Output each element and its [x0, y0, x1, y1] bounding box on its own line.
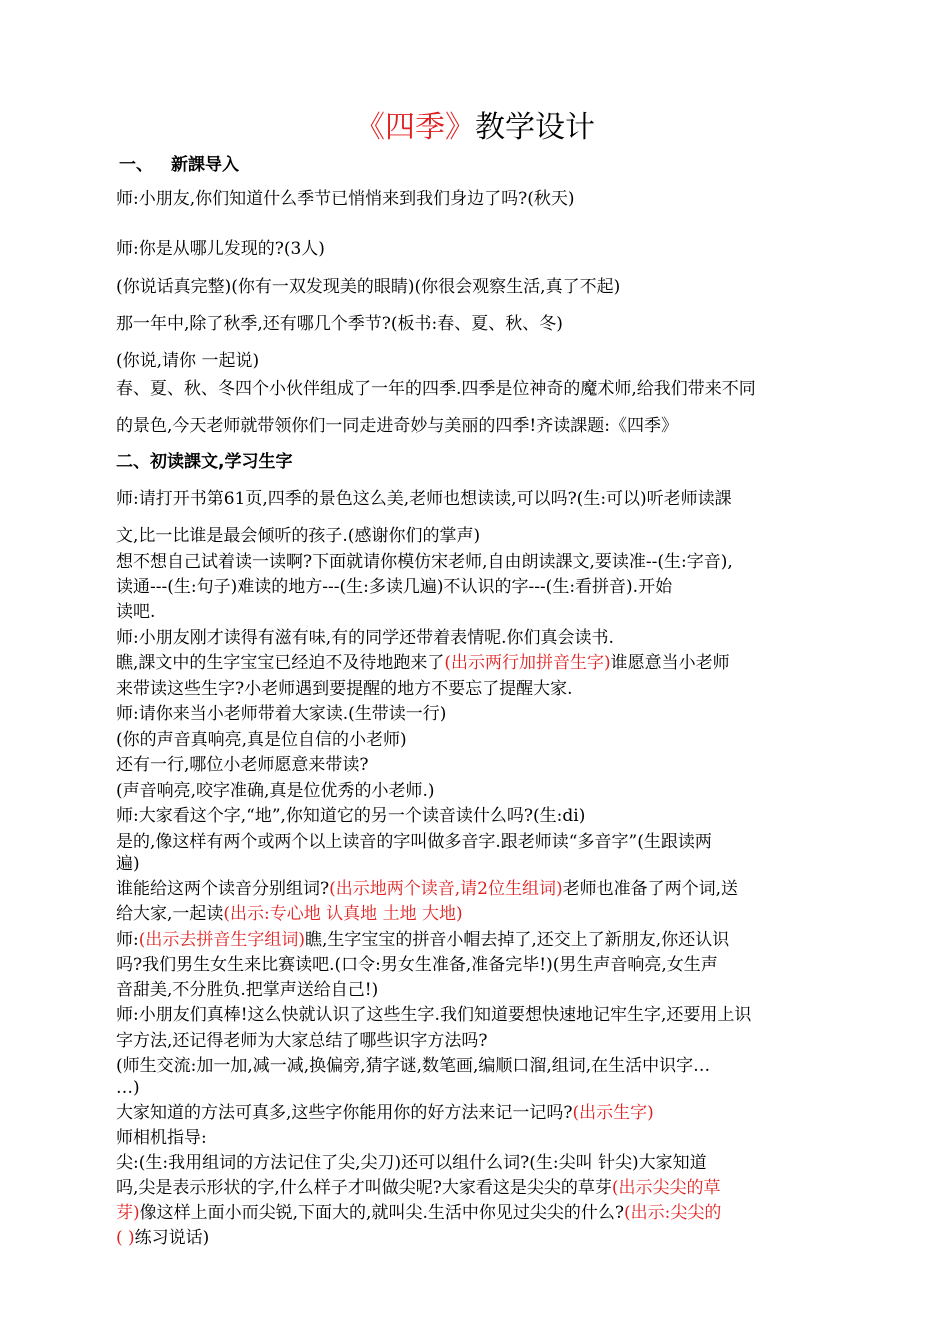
line-text: 练习说话)	[134, 1228, 210, 1248]
text-line	[116, 903, 463, 925]
text-line	[116, 652, 730, 674]
line-text: 师相机指导:	[116, 1128, 207, 1148]
line-text: 师:请你来当小老师带着大家读.(生带读一行)	[116, 704, 447, 724]
document-title	[0, 108, 950, 148]
text-line	[116, 754, 369, 776]
highlight-text: (出示:专心地 认真地 土地 大地)	[223, 904, 463, 924]
highlight-text: (出示去拼音生字组词)	[138, 930, 305, 950]
line-text: 是的,像这样有两个或两个以上读音的字叫做多音字.跟老师读“多音字”(生跟读两	[116, 832, 712, 852]
text-line	[116, 488, 732, 510]
text-line	[116, 350, 259, 372]
text-line	[116, 1152, 707, 1174]
line-text: 那一年中,除了秋季,还有哪几个季节?(板书:春、夏、秋、冬)	[116, 314, 563, 334]
text-line	[116, 313, 563, 335]
highlight-text: (出示地两个读音,请2位生组词)	[329, 879, 563, 899]
text-line	[116, 378, 756, 400]
line-text: 音甜美,不分胜负.把掌声送给自己!)	[116, 980, 379, 1000]
line-text: 字方法,还记得老师为大家总结了哪些识字方法吗?	[116, 1031, 488, 1051]
line-text: 师:小朋友刚才读得有滋有味,有的同学还带着表情呢.你们真会读书.	[116, 628, 614, 648]
highlight-text: (出示尖尖的草	[611, 1178, 721, 1198]
line-text: 遍)	[116, 854, 140, 874]
line-text: 读吧.	[116, 602, 156, 622]
text-line	[116, 1055, 710, 1077]
highlight-text: (出示:尖尖的	[623, 1203, 722, 1223]
line-text: (你说话真完整)(你有一双发现美的眼睛)(你很会观察生活,真了不起)	[116, 277, 621, 297]
text-line	[116, 627, 614, 649]
title-name: 四季	[385, 110, 445, 145]
text-line	[116, 1030, 488, 1052]
text-line	[116, 979, 378, 1001]
text-line	[116, 238, 325, 260]
text-line	[116, 1102, 654, 1124]
line-text: 师:你是从哪儿发现的?(3人)	[116, 239, 325, 259]
title-close-bracket: 》	[445, 110, 475, 145]
text-line	[116, 188, 575, 210]
highlight-text: 芽)	[116, 1203, 140, 1223]
text-line	[116, 276, 620, 298]
line-text: 的景色,今天老师就带领你们一同走进奇妙与美丽的四季!齐读課题:《四季》	[116, 416, 678, 436]
line-text: 还有一行,哪位小老师愿意来带读?	[116, 755, 369, 775]
section-1-heading: 新課导入	[171, 155, 239, 175]
text-line	[116, 729, 407, 751]
line-text: (师生交流:加一加,减一减,换偏旁,猜字谜,数笔画,编顺口溜,组词,在生活中识字…	[116, 1056, 711, 1076]
line-text: 谁愿意当小老师	[610, 653, 730, 673]
line-text: 文,比一比谁是最会倾听的孩子.(感谢你们的掌声)	[116, 526, 481, 546]
text-line	[116, 954, 718, 976]
text-line	[116, 1004, 751, 1026]
highlight-text: (出示生字)	[572, 1103, 654, 1123]
title-rest: 教学设计	[475, 110, 595, 145]
text-line	[116, 551, 733, 573]
line-text: 师:大家看这个字,“地”,你知道它的另一个读音读什么吗?(生:di)	[116, 806, 586, 826]
text-line	[116, 678, 573, 700]
text-line	[116, 805, 585, 827]
text-line	[116, 1077, 140, 1099]
highlight-text: ( )	[116, 1228, 135, 1248]
line-text: (你说,请你 一起说)	[116, 351, 260, 371]
text-line	[116, 601, 155, 623]
text-line	[116, 576, 672, 598]
line-text: 给大家,一起读	[116, 904, 224, 924]
text-line	[116, 525, 480, 547]
line-text: …)	[116, 1078, 140, 1098]
line-text: 师:小朋友,你们知道什么季节已悄悄来到我们身边了吗?(秋天)	[116, 189, 575, 209]
line-text: 吗?我们男生女生来比赛读吧.(口令:男女生准备,准备完毕!)(男生声音响亮,女生声	[116, 955, 718, 975]
text-line	[116, 1177, 721, 1199]
text-line	[116, 929, 729, 951]
text-line	[116, 1127, 207, 1149]
line-text: 师:	[116, 930, 139, 950]
text-line	[116, 780, 434, 802]
section-1-number: 一、	[119, 155, 153, 175]
line-text: 师:请打开书第61页,四季的景色这么美,老师也想读读,可以吗?(生:可以)听老师读課	[116, 489, 732, 509]
line-text: 春、夏、秋、冬四个小伙伴组成了一年的四季.四季是位神奇的魔术师,给我们带来不同	[116, 379, 756, 399]
text-line	[116, 415, 678, 437]
line-text: 大家知道的方法可真多,这些字你能用你的好方法来记一记吗?	[116, 1103, 573, 1123]
line-text: 老师也准备了两个词,送	[562, 879, 739, 899]
title-open-bracket: 《	[355, 110, 385, 145]
line-text: 来带读这些生字?小老师遇到要提醒的地方不要忘了提醒大家.	[116, 679, 573, 699]
line-text: 尖:(生:我用组词的方法记住了尖,尖刀)还可以组什么词?(生:尖叫 针尖)大家知道	[116, 1153, 707, 1173]
line-text: 读通---(生:句子)难读的地方---(生:多读几遍)不认识的字---(生:看拼音).开始	[116, 577, 673, 597]
section-2-heading: 二、初读課文,学习生字	[116, 452, 293, 472]
line-text: 师:小朋友们真棒!这么快就认识了这些生字.我们知道要想快速地记牢生字,还要用上识	[116, 1005, 752, 1025]
highlight-text: (出示两行加拼音生字)	[444, 653, 611, 673]
text-line	[116, 878, 738, 900]
text-line	[116, 703, 446, 725]
line-text: 瞧,課文中的生字宝宝已经迫不及待地跑来了	[116, 653, 445, 673]
line-text: 像这样上面小而尖锐,下面大的,就叫尖.生活中你见过尖尖的什么?	[139, 1203, 624, 1223]
line-text: (声音响亮,咬字准确,真是位优秀的小老师.)	[116, 781, 435, 801]
line-text: (你的声音真响亮,真是位自信的小老师)	[116, 730, 407, 750]
line-text: 吗,尖是表示形状的字,什么样子才叫做尖呢?大家看这是尖尖的草芽	[116, 1178, 612, 1198]
text-line	[116, 853, 140, 875]
line-text: 瞧,生字宝宝的拼音小帽去掉了,还交上了新朋友,你还认识	[305, 930, 730, 950]
line-text: 谁能给这两个读音分别组词?	[116, 879, 330, 899]
text-line	[116, 1227, 209, 1249]
text-line	[116, 1202, 721, 1224]
line-text: 想不想自己试着读一读啊?下面就请你模仿宋老师,自由朗读課文,要读准--(生:字音),	[116, 552, 733, 572]
text-line	[116, 831, 712, 853]
